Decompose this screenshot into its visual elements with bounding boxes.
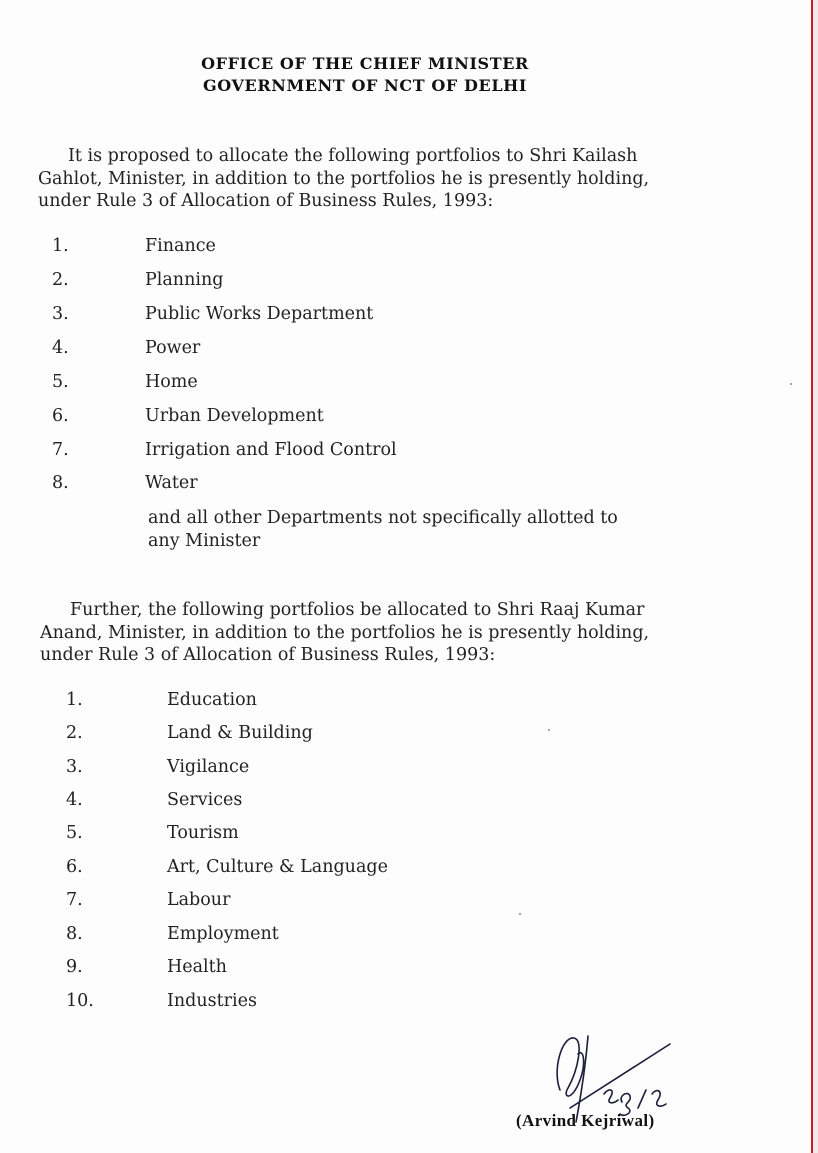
item-number: 8. xyxy=(66,924,83,944)
other-departments-note xyxy=(148,507,618,553)
item-number: 3. xyxy=(52,304,69,324)
list-item xyxy=(0,438,700,462)
second-paragraph xyxy=(40,599,705,667)
paragraph-line: Anand, Minister, in addition to the portfolios he is presently holding, xyxy=(40,622,650,643)
item-number: 7. xyxy=(52,440,69,460)
note-line: and all other Departments not specifically allotted to xyxy=(148,508,618,528)
scan-speck xyxy=(548,729,550,731)
list-item xyxy=(0,821,700,845)
item-label: Vigilance xyxy=(167,757,250,777)
item-number: 5. xyxy=(66,823,83,843)
list-item xyxy=(0,788,700,812)
list-item xyxy=(0,721,700,745)
item-label: Health xyxy=(167,957,227,977)
list-item xyxy=(0,855,700,879)
item-number: 10. xyxy=(66,991,94,1011)
item-number: 7. xyxy=(66,890,83,910)
list-item xyxy=(0,955,700,979)
signatory-name: (Arvind Kejriwal) xyxy=(516,1111,655,1130)
item-label: Education xyxy=(167,690,257,710)
item-label: Finance xyxy=(145,236,216,256)
list-item xyxy=(0,922,700,946)
item-label: Planning xyxy=(145,270,224,290)
item-label: Power xyxy=(145,338,201,358)
list-item xyxy=(0,336,700,360)
item-number: 6. xyxy=(66,857,83,877)
item-number: 8. xyxy=(52,473,69,493)
list-item xyxy=(0,755,700,779)
scan-speck xyxy=(519,913,521,915)
item-number: 1. xyxy=(52,236,69,256)
paragraph-line: Further, the following portfolios be allocated to Shri Raaj Kumar xyxy=(70,600,645,620)
paragraph-line: under Rule 3 of Allocation of Business Rules, 1993: xyxy=(38,191,494,211)
item-label: Irrigation and Flood Control xyxy=(145,440,397,460)
list-item xyxy=(0,302,700,326)
scan-speck xyxy=(790,383,792,385)
item-number: 3. xyxy=(66,757,83,777)
item-label: Public Works Department xyxy=(145,304,374,324)
item-label: Home xyxy=(145,372,198,392)
item-label: Land & Building xyxy=(167,723,313,743)
office-title: OFFICE OF THE CHIEF MINISTER xyxy=(201,54,529,73)
item-label: Services xyxy=(167,790,243,810)
note-line: any Minister xyxy=(148,531,261,551)
item-number: 2. xyxy=(52,270,69,290)
item-label: Tourism xyxy=(167,823,239,843)
page-edge-strip xyxy=(813,0,818,1153)
item-label: Labour xyxy=(167,890,231,910)
list-item xyxy=(0,234,700,258)
item-label: Employment xyxy=(167,924,279,944)
list-item xyxy=(0,404,700,428)
paragraph-line: Gahlot, Minister, in addition to the portfolios he is presently holding, xyxy=(38,168,650,189)
item-number: 4. xyxy=(66,790,83,810)
first-paragraph xyxy=(38,145,703,213)
paragraph-line: under Rule 3 of Allocation of Business Rules, 1993: xyxy=(40,645,496,665)
paragraph-line: It is proposed to allocate the following portfolios to Shri Kailash xyxy=(68,146,638,166)
list-item xyxy=(0,471,700,495)
item-number: 1. xyxy=(66,690,83,710)
item-number: 6. xyxy=(52,406,69,426)
item-label: Industries xyxy=(167,991,257,1011)
list-item xyxy=(0,989,700,1013)
item-label: Water xyxy=(145,473,198,493)
item-label: Urban Development xyxy=(145,406,324,426)
red-margin-line xyxy=(811,0,813,1153)
item-number: 4. xyxy=(52,338,69,358)
list-item xyxy=(0,268,700,292)
item-number: 2. xyxy=(66,723,83,743)
list-item xyxy=(0,888,700,912)
item-number: 5. xyxy=(52,372,69,392)
government-title: GOVERNMENT OF NCT OF DELHI xyxy=(203,76,527,95)
list-item xyxy=(0,688,700,712)
item-number: 9. xyxy=(66,957,83,977)
list-item xyxy=(0,370,700,394)
item-label: Art, Culture & Language xyxy=(167,857,388,877)
